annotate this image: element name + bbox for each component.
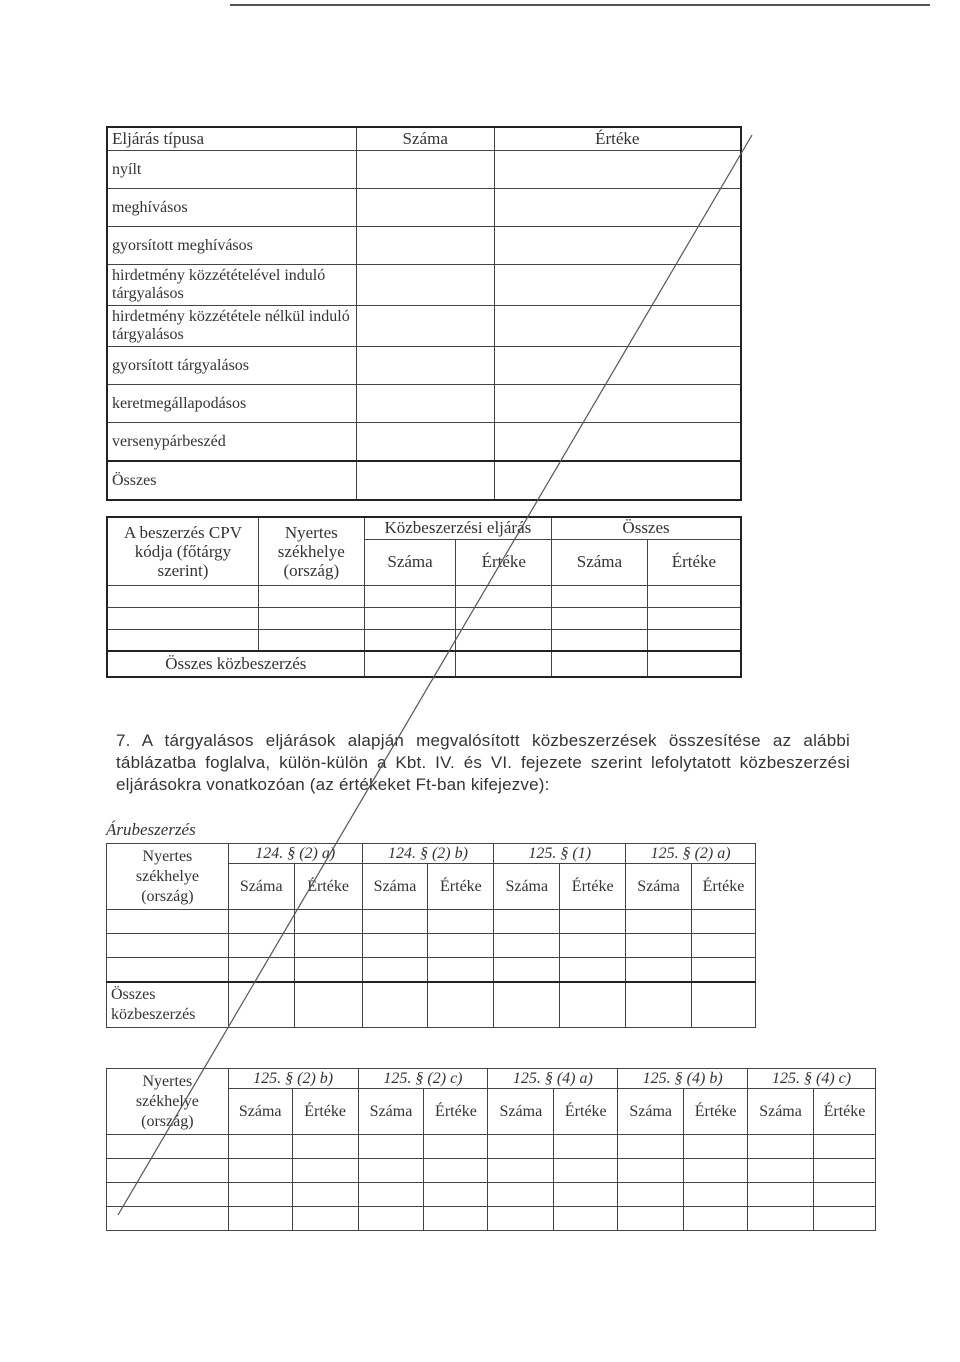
sub-value: Értéke xyxy=(292,1089,358,1135)
sub-count: Száma xyxy=(364,539,456,585)
sub-value: Értéke xyxy=(294,864,362,910)
row-label: gyorsított meghívásos xyxy=(107,227,356,265)
sub-count: Száma xyxy=(362,864,428,910)
row-label: keretmegállapodásos xyxy=(107,385,356,423)
row-label: meghívásos xyxy=(107,189,356,227)
header-group: 125. § (2) a) xyxy=(626,844,756,864)
total-procurement-label: Összes közbeszerzés xyxy=(107,651,364,677)
row-label: nyílt xyxy=(107,151,356,189)
header-count: Száma xyxy=(356,127,494,151)
sub-value: Értéke xyxy=(560,864,626,910)
header-procedure: Közbeszerzési eljárás xyxy=(364,517,551,539)
header-group: 125. § (4) a) xyxy=(488,1069,618,1089)
header-procedure-type: Eljárás típusa xyxy=(107,127,356,151)
sub-count: Száma xyxy=(748,1089,814,1135)
header-group: 125. § (1) xyxy=(494,844,626,864)
header-group: 125. § (2) b) xyxy=(228,1069,358,1089)
header-group: 125. § (2) c) xyxy=(358,1069,488,1089)
sub-value: Értéke xyxy=(456,539,552,585)
sub-count: Száma xyxy=(228,1089,292,1135)
sub-value: Értéke xyxy=(428,864,494,910)
row-label: gyorsított tárgyalásos xyxy=(107,347,356,385)
row-label: versenypárbeszéd xyxy=(107,423,356,462)
section-7-paragraph: 7. A tárgyalásos eljárások alapján megvalósított közbeszerzések összesítése az alábbi táblázatba foglalva, külön-külön a Kbt. IV. és VI. fejezete szerint lefolytatott közbeszerzési eljárásokra vonatkozóan (az értékeket Ft-ban kifejezve): xyxy=(116,731,850,794)
header-group: 124. § (2) b) xyxy=(362,844,494,864)
sub-count: Száma xyxy=(228,864,294,910)
sub-count: Száma xyxy=(494,864,560,910)
sub-value: Értéke xyxy=(692,864,756,910)
header-total: Összes xyxy=(552,517,741,539)
header-seat: Nyertes székhelye (ország) xyxy=(107,1069,229,1135)
sub-count: Száma xyxy=(552,539,648,585)
sub-count: Száma xyxy=(618,1089,684,1135)
sub-count: Száma xyxy=(626,864,692,910)
sub-value: Értéke xyxy=(554,1089,618,1135)
sub-count: Száma xyxy=(358,1089,424,1135)
header-group: 125. § (4) c) xyxy=(748,1069,876,1089)
sub-value: Értéke xyxy=(814,1089,876,1135)
goods-procurement-heading: Árubeszerzés xyxy=(106,820,196,839)
header-seat: Nyertes székhelye (ország) xyxy=(258,517,364,585)
sub-count: Száma xyxy=(488,1089,554,1135)
row-label: hirdetmény közzététele nélkül induló tárgyalásos xyxy=(107,306,356,347)
header-group: 125. § (4) b) xyxy=(618,1069,748,1089)
sub-value: Értéke xyxy=(684,1089,748,1135)
header-value: Értéke xyxy=(494,127,741,151)
header-group: 124. § (2) a) xyxy=(228,844,362,864)
total-procurement-label: Összes közbeszerzés xyxy=(107,982,229,1028)
sub-value: Értéke xyxy=(647,539,741,585)
row-label: hirdetmény közzétételével induló tárgyalásos xyxy=(107,265,356,306)
sub-value: Értéke xyxy=(424,1089,488,1135)
header-cpv: A beszerzés CPV kódja (főtárgy szerint) xyxy=(107,517,258,585)
header-seat: Nyertes székhelye (ország) xyxy=(107,844,229,910)
total-label: Összes xyxy=(107,461,356,500)
